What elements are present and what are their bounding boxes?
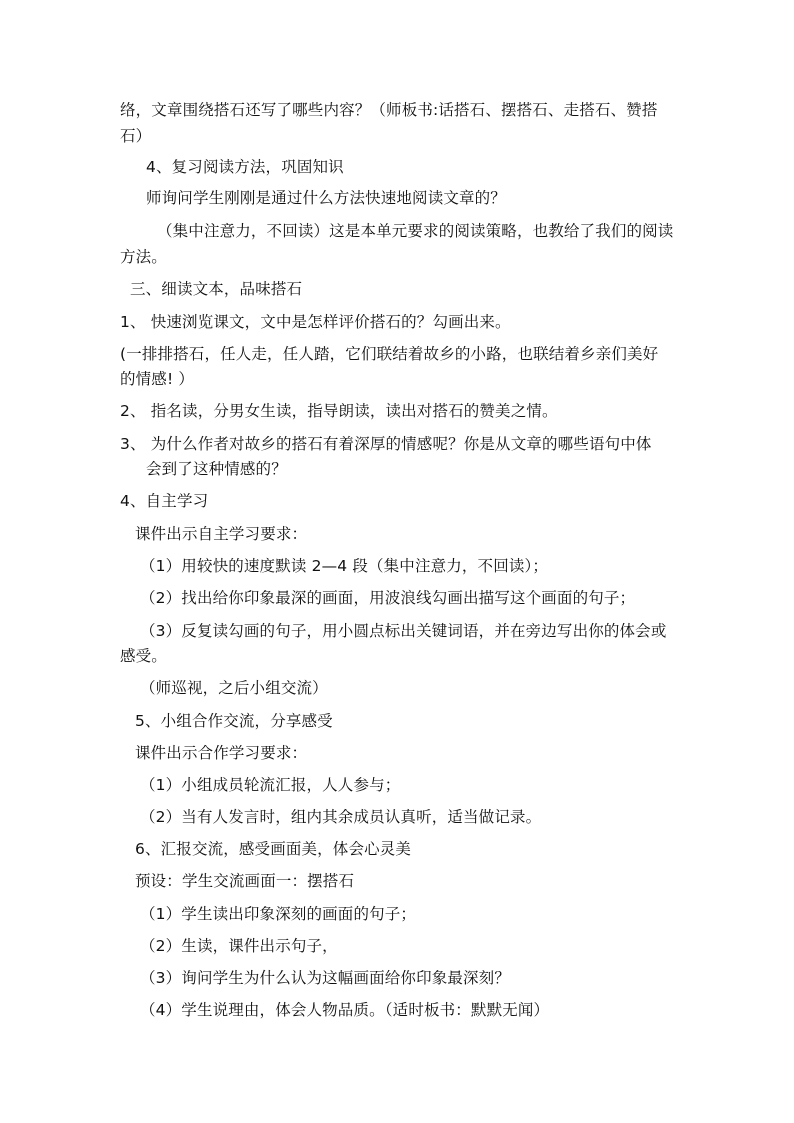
text-line: 感受。 [120,647,167,665]
list-item: （1）用较快的速度默读 2—4 段（集中注意力，不回读）； [140,557,549,575]
text-line: 的情感! ） [120,370,195,388]
text-line: 会到了这种情感的？ [146,460,287,478]
section-heading: 6、汇报交流，感受画面美，体会心灵美 [135,840,412,858]
list-item: （3）反复读勾画的句子，用小圆点标出关键词语，并在旁边写出你的体会或 [140,622,667,640]
text-line: 课件出示合作学习要求： [135,744,308,762]
list-item: （2）找出给你印象最深的画面，用波浪线勾画出描写这个画面的句子； [140,589,636,607]
text-line: 预设：学生交流画面一：摆搭石 [135,872,355,890]
text-line: （师巡视，之后小组交流） [140,679,328,697]
list-item: （2）生读，课件出示句子， [140,937,338,955]
text-line: 师询问学生刚刚是通过什么方法快速地阅读文章的？ [146,189,506,207]
text-line: 络，文章围绕搭石还写了哪些内容？（师板书:话搭石、摆搭石、走搭石、赞搭 [120,101,658,119]
list-item: （4）学生说理由，体会人物品质。（适时板书：默默无闻） [140,1001,550,1019]
section-heading: 4、自主学习 [120,492,209,510]
text-line: 课件出示自主学习要求： [135,525,308,543]
list-item: （1）小组成员轮流汇报，人人参与； [140,776,401,794]
list-item: （3）询问学生为什么认为这幅画面给你印象最深刻？ [140,969,510,987]
section-heading: 4、复习阅读方法，巩固知识 [146,158,344,176]
list-item: （1）学生读出印象深刻的画面的句子； [140,905,417,923]
section-heading: 三、细读文本，品味搭石 [130,280,303,298]
list-item: 3、 为什么作者对故乡的搭石有着深厚的情感呢？你是从文章的哪些语句中体 [120,435,652,453]
text-line: 石） [120,127,152,145]
text-line: 方法。 [120,248,167,266]
text-line: (一排排搭石，任人走，任人踏，它们联结着故乡的小路，也联结着乡亲们美好 [120,345,659,363]
list-item: 2、 指名读，分男女生读，指导朗读，读出对搭石的赞美之情。 [120,402,558,420]
list-item: 1、 快速浏览课文，文中是怎样评价搭石的？勾画出来。 [120,313,511,331]
text-line: （集中注意力，不回读）这是本单元要求的阅读策略，也教给了我们的阅读 [157,222,674,240]
section-heading: 5、小组合作交流，分享感受 [135,712,333,730]
list-item: （2）当有人发言时，组内其余成员认真听，适当做记录。 [140,808,542,826]
